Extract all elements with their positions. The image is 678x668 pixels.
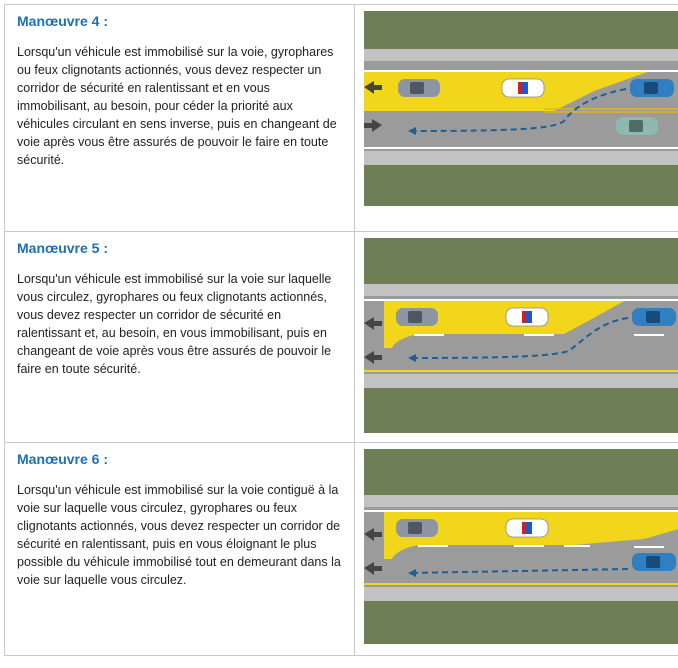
maneuver-title: Manœuvre 6 : — [17, 451, 109, 467]
maneuver-diagram-cell — [355, 443, 678, 656]
maneuver-text-cell — [5, 232, 355, 443]
maneuver-description: Lorsqu'un véhicule est immobilisé sur la voie contiguë à la voie sur laquelle vous circulez, gyrophares ou feux clignotants actionnés, vous devez respecter un corridor de sécurité en ralentissant, puis en vous éloignant le plus possible du véhicule immobilisé tout en demeurant dans la voie sur laquelle vous circulez. — [17, 483, 341, 587]
blue-car-icon — [632, 308, 676, 326]
maneuvers-table — [4, 4, 678, 656]
maneuver-6-diagram — [364, 449, 678, 644]
maneuver-row-5 — [5, 232, 678, 443]
gray-car-icon — [396, 308, 438, 326]
teal-car-icon — [616, 117, 658, 135]
shoulder — [364, 49, 678, 61]
police-car-icon — [506, 519, 548, 537]
maneuver-5-diagram — [364, 238, 678, 433]
maneuver-diagram-cell — [355, 232, 678, 443]
blue-car-icon — [632, 553, 676, 571]
maneuver-text-cell — [5, 443, 355, 656]
maneuver-row-6 — [5, 443, 678, 656]
shoulder — [364, 151, 678, 165]
blue-car-icon — [630, 79, 674, 97]
gray-car-icon — [398, 79, 440, 97]
shoulder — [364, 374, 678, 388]
maneuver-row-4 — [5, 5, 678, 232]
maneuver-4-diagram — [364, 11, 678, 206]
maneuver-diagram-cell — [355, 5, 678, 232]
shoulder — [364, 587, 678, 601]
shoulder — [364, 284, 678, 296]
maneuver-description: Lorsqu'un véhicule est immobilisé sur la voie sur laquelle vous circulez, gyrophares ou feux clignotants actionnés, vous devez respecter un corridor de sécurité en ralentissant et, au besoin, en vous immobilisant, puis en changeant de voie après vous être assurés de pouvoir le faire en toute sécurité. — [17, 272, 332, 376]
maneuver-text-cell — [5, 5, 355, 232]
shoulder — [364, 495, 678, 507]
gray-car-icon — [396, 519, 438, 537]
maneuver-title: Manœuvre 5 : — [17, 240, 109, 256]
police-car-icon — [502, 79, 544, 97]
police-car-icon — [506, 308, 548, 326]
maneuver-title: Manœuvre 4 : — [17, 13, 109, 29]
maneuver-description: Lorsqu'un véhicule est immobilisé sur la voie, gyrophares ou feux clignotants actionnés, vous devez respecter un corridor de sécurité en ralentissant et en vous immobilisant, au besoin, pour céder la priorité aux véhicules circulant en sens inverse, puis en changeant de voie après vous être assurés de pouvoir le faire en toute sécurité. — [17, 45, 337, 167]
